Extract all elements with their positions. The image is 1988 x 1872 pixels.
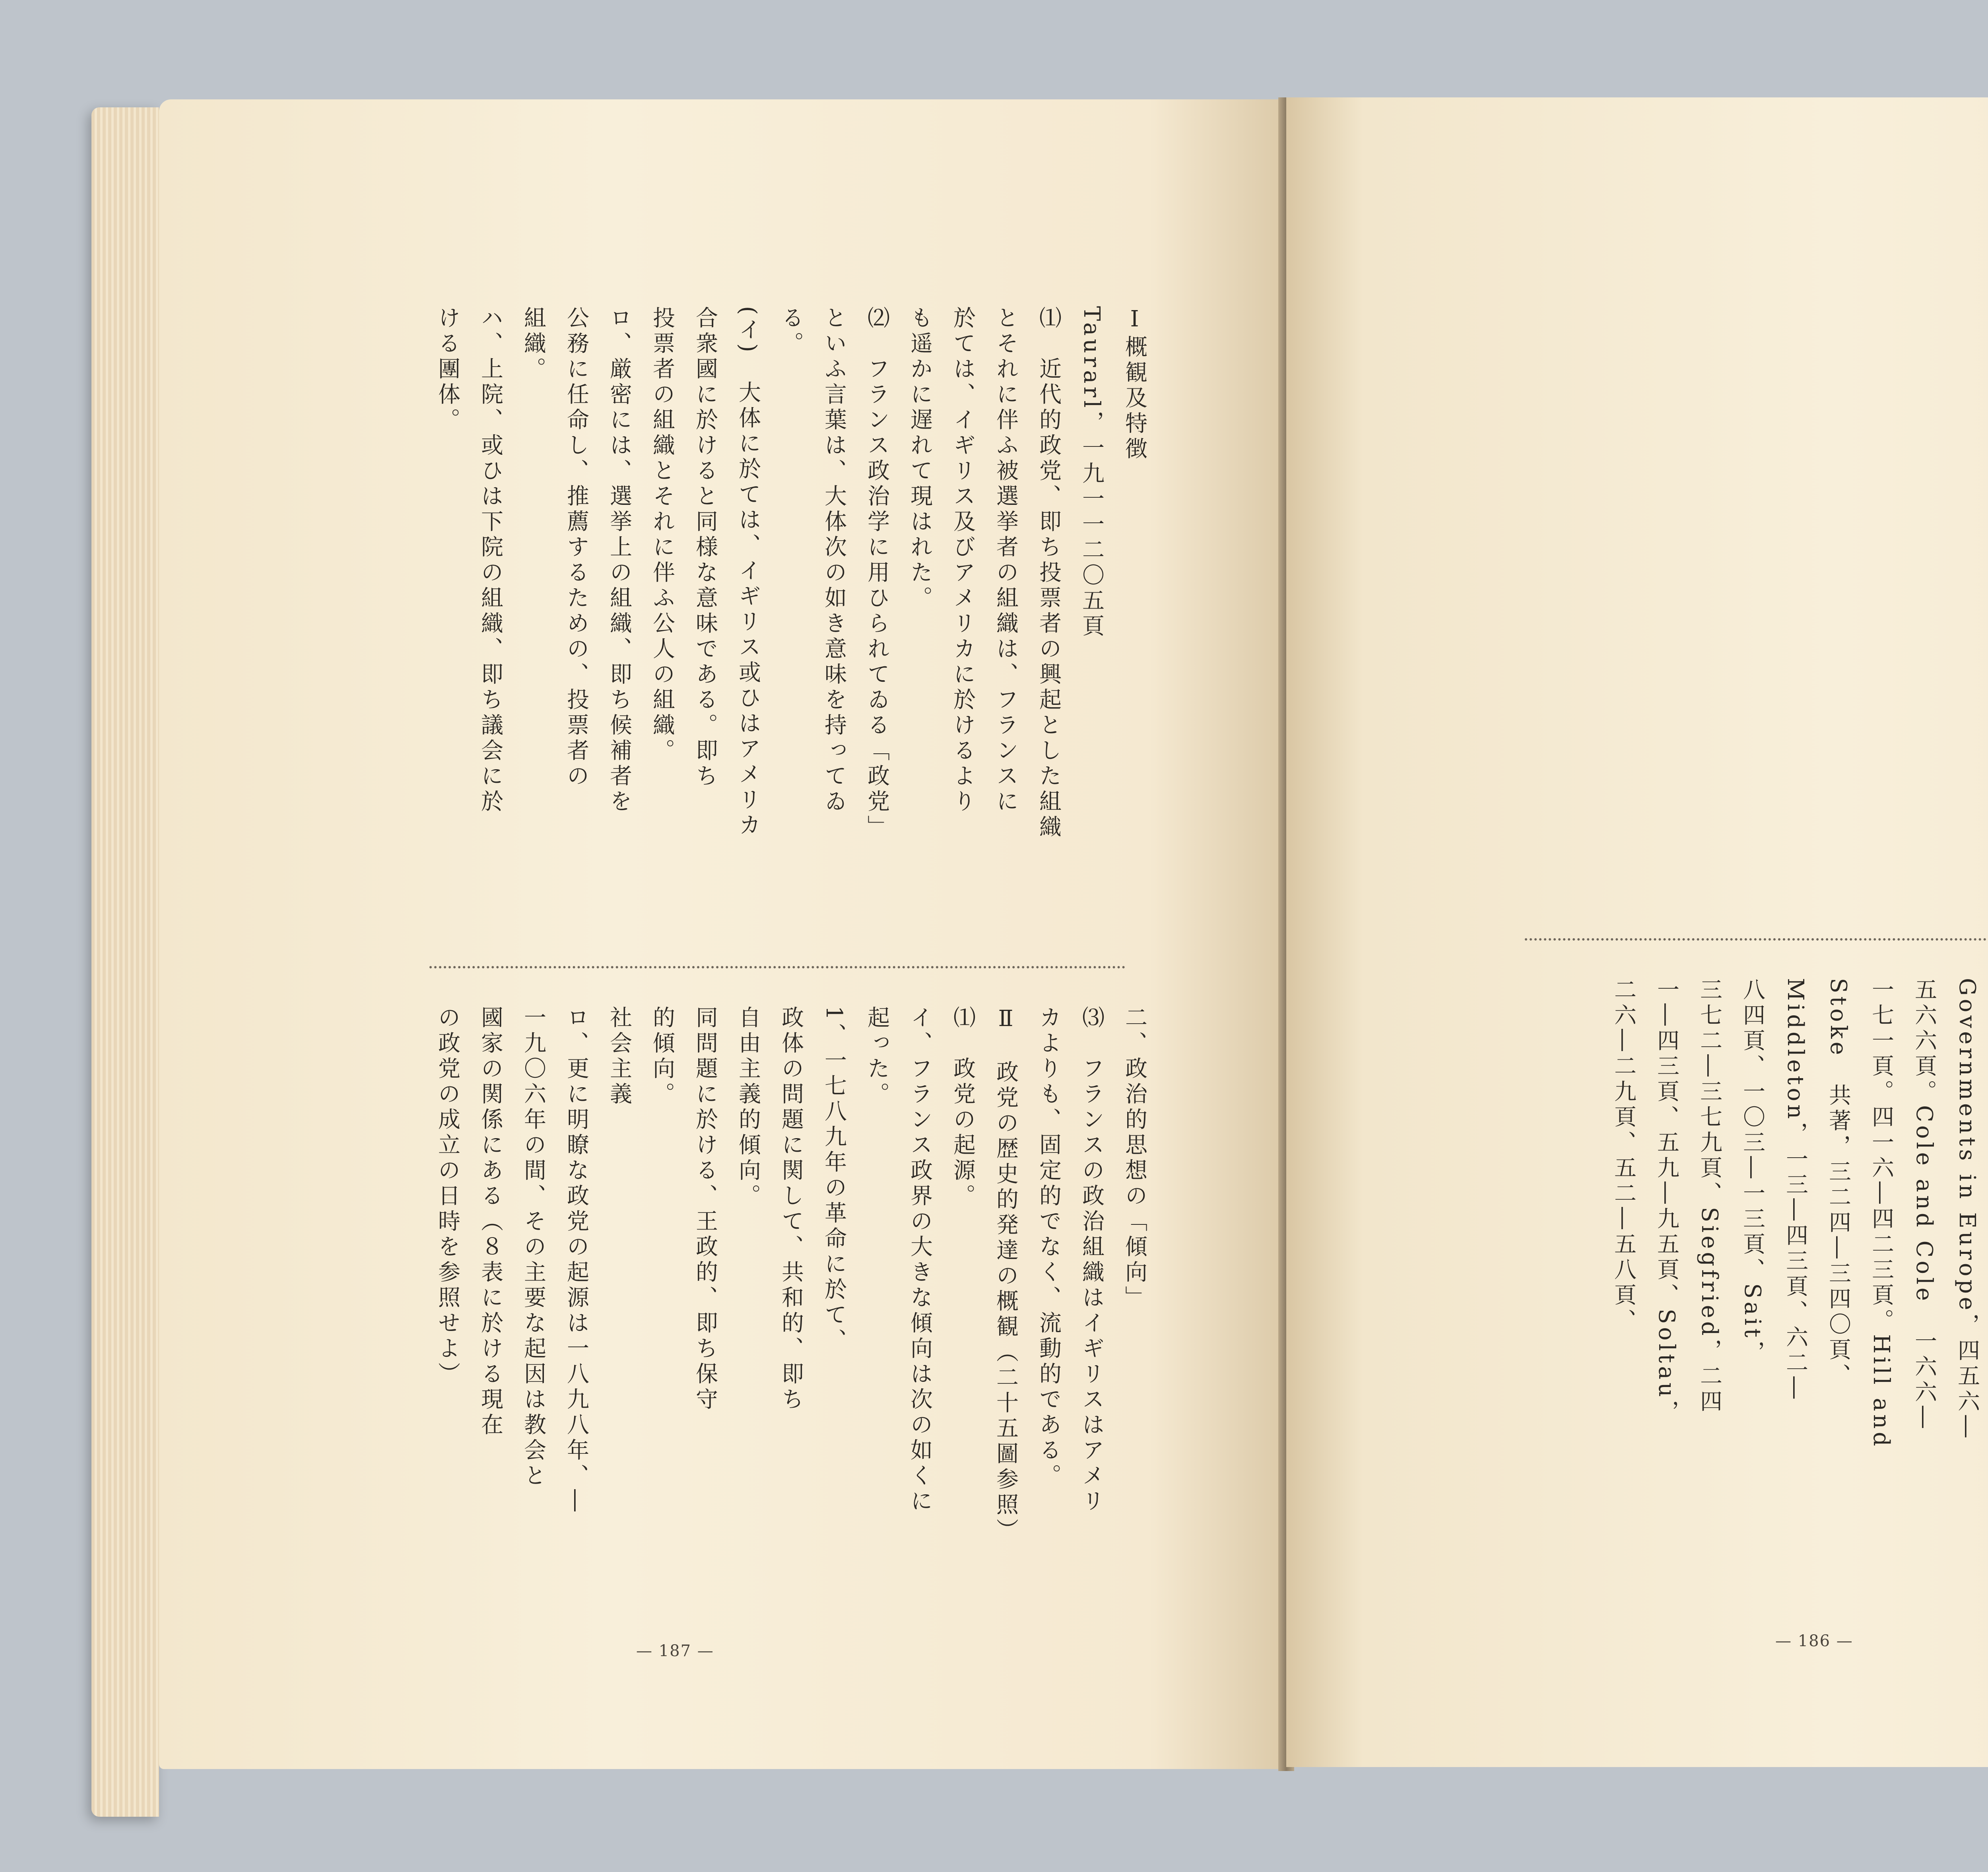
text-column: 五六六頁。Cole and Cole 一六六― bbox=[1911, 978, 1937, 1432]
page-number: — 186 — bbox=[1775, 1632, 1853, 1650]
page-number: — 187 — bbox=[636, 1642, 714, 1660]
text-column: も遥かに遅れて現はれた。 bbox=[907, 306, 933, 611]
text-column: 一―四三頁、五九―九五頁、Soltau， bbox=[1654, 978, 1679, 1426]
text-column: 社会主義 bbox=[606, 1006, 632, 1108]
text-column: ハ、上院、或ひは下院の組織、即ち議会に於 bbox=[478, 306, 503, 815]
section-divider bbox=[1525, 938, 1988, 941]
text-column: ⑴ 政党の起源。 bbox=[950, 1006, 976, 1209]
text-column: Taurarl，一九一一二〇五頁 bbox=[1079, 306, 1105, 640]
text-column: 一九〇六年の間、その主要な起因は教会と bbox=[520, 1006, 546, 1489]
text-column: Stoke 共著，三二四―三四〇頁、 bbox=[1825, 978, 1851, 1389]
text-column: 的傾向。 bbox=[649, 1006, 675, 1108]
text-column: ⑴ 近代的政党、即ち投票者の興起とした組織 bbox=[1036, 306, 1062, 840]
text-column: (イ) 大体に於ては、イギリス或ひはアメリカ bbox=[735, 306, 761, 839]
text-column: ける團体。 bbox=[435, 306, 460, 433]
text-column: 自由主義的傾向。 bbox=[735, 1006, 761, 1209]
text-column: 投票者の組織とそれに伴ふ公人の組織。 bbox=[649, 306, 675, 764]
open-book bbox=[91, 85, 1988, 1811]
text-column: 同問題に於ける、王政的、即ち保守 bbox=[692, 1006, 718, 1413]
right-page bbox=[1286, 97, 1988, 1767]
text-column: Ⅱ 政党の歴史的発達の概観（二十五圖参照） bbox=[993, 1006, 1019, 1544]
text-column: 一七一頁。四一六―四二三頁。Hill and bbox=[1868, 978, 1894, 1449]
text-column: 1、一七八九年の革命に於て、 bbox=[821, 1006, 847, 1354]
left-page-edges bbox=[91, 107, 159, 1817]
text-column: Governments in Europe，四五六― bbox=[1954, 978, 1980, 1441]
text-column: 起った。 bbox=[864, 1006, 890, 1108]
text-column: 八四頁、一〇三―一三頁、Sait， bbox=[1740, 978, 1765, 1366]
text-column: カよりも、固定的でなく、流動的である。 bbox=[1036, 1006, 1062, 1489]
text-column: Middleton，一三―四三頁、六二― bbox=[1782, 978, 1808, 1402]
text-column: ロ、更に明瞭な政党の起源は一八九八年、― bbox=[563, 1006, 589, 1515]
text-column: 於ては、イギリス及びアメリカに於けるより bbox=[950, 306, 976, 815]
text-column: 二、政治的思想の「傾向」 bbox=[1122, 1006, 1147, 1311]
text-column: 三七二―三七九頁、Siegfried，二四 bbox=[1697, 978, 1722, 1415]
text-column: 國家の関係にある（８表に於ける現在 bbox=[478, 1006, 503, 1438]
text-column: 公務に任命し、推薦するための、投票者の bbox=[563, 306, 589, 790]
text-column: Ⅰ概観及特徴 bbox=[1122, 306, 1147, 462]
text-column: 政体の問題に関して、共和的、即ち bbox=[778, 1006, 804, 1413]
left-page bbox=[159, 99, 1284, 1769]
text-column: イ、フランス政界の大きな傾向は次の如くに bbox=[907, 1006, 933, 1515]
text-column: 合衆國に於けると同様な意味である。即ち bbox=[692, 306, 718, 790]
text-column: 二六―二九頁、五二―五八頁、 bbox=[1611, 978, 1637, 1334]
text-column: 組織。 bbox=[520, 306, 546, 382]
text-column: ⑶ フランスの政治組織はイギリスはアメリ bbox=[1079, 1006, 1105, 1515]
text-column: といふ言葉は、大体次の如き意味を持ってゐ bbox=[821, 306, 847, 815]
text-column: ⑵ フランス政治学に用ひられてゐる「政党」 bbox=[864, 306, 890, 840]
text-column: とそれに伴ふ被選挙者の組織は、フランスに bbox=[993, 306, 1019, 815]
text-column: ロ、厳密には、選挙上の組織、即ち候補者を bbox=[606, 306, 632, 815]
section-divider bbox=[429, 966, 1125, 968]
text-column: る。 bbox=[778, 306, 804, 357]
text-column: の政党の成立の日時を参照せよ） bbox=[435, 1006, 460, 1387]
